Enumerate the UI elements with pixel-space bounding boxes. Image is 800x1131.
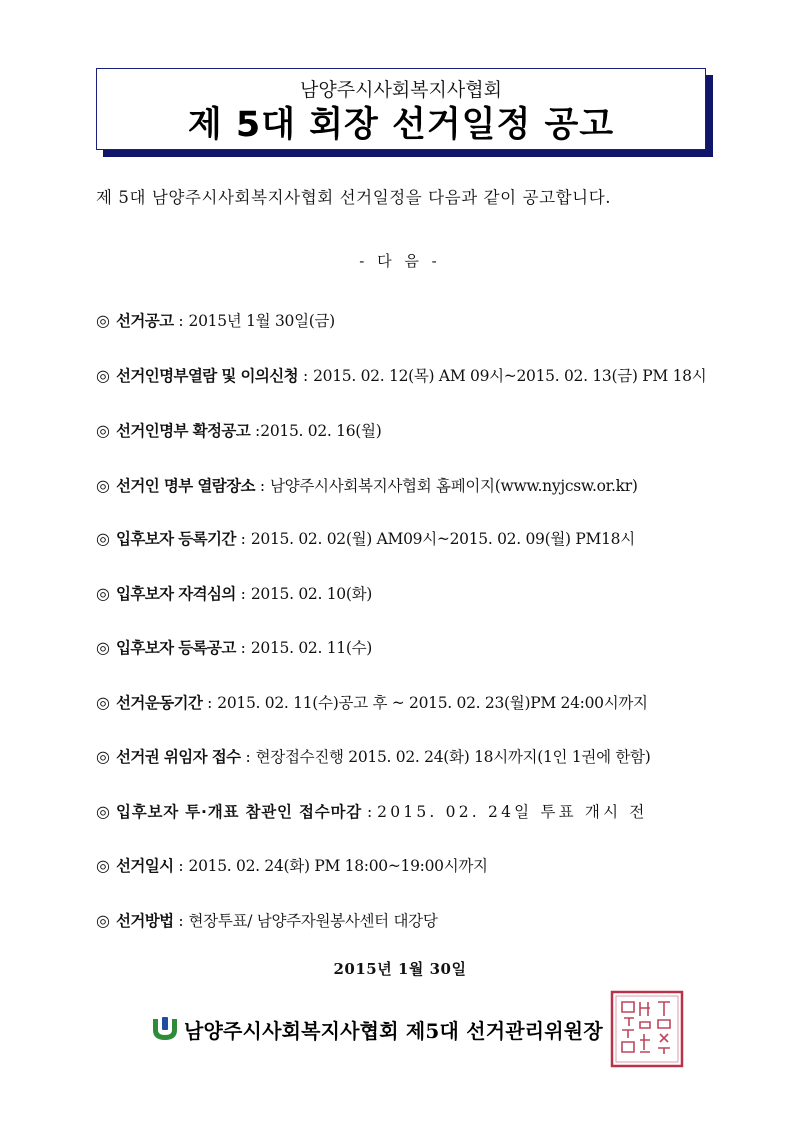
footer-text: 남양주시사회복지사협회 제5대 선거관리위원장 <box>184 1018 603 1043</box>
schedule-item <box>96 693 736 714</box>
bullet-icon: ◎ <box>96 311 110 330</box>
item-label: 선거공고 <box>115 312 174 330</box>
item-label: 선거운동기간 <box>115 694 203 712</box>
schedule-item <box>96 421 736 442</box>
item-value: 2015. 02. 16(월) <box>260 422 382 440</box>
item-value-end: ) <box>631 477 638 495</box>
schedule-item <box>96 529 736 550</box>
item-colon: : <box>202 694 218 712</box>
item-label: 입후보자 자격심의 <box>115 585 236 603</box>
item-label: 선거인명부열람 및 이의신청 <box>115 367 299 385</box>
homepage-link[interactable]: www.nyjcsw.or.kr <box>500 477 632 495</box>
item-colon: : <box>250 422 261 440</box>
item-colon: : <box>173 912 189 930</box>
item-colon: : <box>240 748 256 766</box>
bullet-icon: ◎ <box>96 747 110 766</box>
schedule-item <box>96 311 736 332</box>
schedule-item <box>96 856 736 877</box>
item-colon: : <box>362 803 378 821</box>
item-label: 선거방법 <box>115 912 174 930</box>
item-label: 선거인명부 확정공고 <box>115 422 251 440</box>
item-value: 2015. 02. 24(화) PM 18:00~19:00시까지 <box>188 857 488 875</box>
item-value: 현장접수진행 2015. 02. 24(화) 18시까지(1인 1권에 한함) <box>255 748 651 766</box>
item-colon: : <box>173 857 189 875</box>
schedule-item <box>96 476 736 497</box>
item-value: 2015. 02. 12(목) AM 09시~2015. 02. 13(금) PM 18시 <box>313 367 707 385</box>
item-value: 현장투표/ 남양주자원봉사센터 대강당 <box>188 912 438 930</box>
item-value: 2015. 02. 24일 투표 개시 전 <box>377 803 648 821</box>
item-colon: : <box>173 312 189 330</box>
bullet-icon: ◎ <box>96 911 110 930</box>
bullet-icon: ◎ <box>96 802 110 821</box>
bullet-icon: ◎ <box>96 366 110 385</box>
page-title: 제 5대 회장 선거일정 공고 <box>187 105 615 145</box>
item-value: 2015년 1월 30일(금) <box>188 312 335 330</box>
intro-text: 제 5대 남양주시사회복지사협회 선거일정을 다음과 같이 공고합니다. <box>96 188 612 207</box>
item-colon: : <box>298 367 314 385</box>
item-value: 2015. 02. 11(수)공고 후 ~ 2015. 02. 23(월)PM 24:00시까지 <box>217 694 648 712</box>
item-label: 입후보자 등록공고 <box>115 639 236 657</box>
bullet-icon: ◎ <box>96 693 110 712</box>
bullet-icon: ◎ <box>96 638 110 657</box>
bullet-icon: ◎ <box>96 476 110 495</box>
official-seal-stamp <box>610 990 684 1068</box>
item-value: 2015. 02. 11(수) <box>250 639 372 657</box>
schedule-item <box>96 747 736 768</box>
item-label: 선거권 위임자 접수 <box>115 748 241 766</box>
header-subtitle: 남양주시사회복지사협회 <box>300 79 502 101</box>
item-colon: : <box>254 477 270 495</box>
bullet-icon: ◎ <box>96 584 110 603</box>
announcement-date: 2015년 1월 30일 <box>333 960 467 978</box>
header-box <box>96 68 706 150</box>
item-value: 2015. 02. 10(화) <box>250 585 372 603</box>
item-colon: : <box>235 530 251 548</box>
item-label: 선거일시 <box>115 857 174 875</box>
schedule-item <box>96 638 736 659</box>
schedule-item <box>96 802 736 823</box>
schedule-item <box>96 584 736 605</box>
schedule-item <box>96 911 736 932</box>
section-divider: - 다 음 - <box>359 252 441 270</box>
footer-signature <box>150 1012 603 1046</box>
item-value: 남양주시사회복지사협회 홈페이지( <box>270 477 501 495</box>
item-label: 선거인 명부 열람장소 <box>115 477 255 495</box>
schedule-item <box>96 366 736 387</box>
item-colon: : <box>235 639 251 657</box>
item-label: 입후보자 등록기간 <box>115 530 236 548</box>
bullet-icon: ◎ <box>96 856 110 875</box>
bullet-icon: ◎ <box>96 421 110 440</box>
association-logo-icon <box>150 1015 180 1043</box>
bullet-icon: ◎ <box>96 529 110 548</box>
item-value: 2015. 02. 02(월) AM09시~2015. 02. 09(월) PM18시 <box>250 530 635 548</box>
item-colon: : <box>235 585 251 603</box>
item-label: 입후보자 투·개표 참관인 접수마감 <box>115 803 363 821</box>
